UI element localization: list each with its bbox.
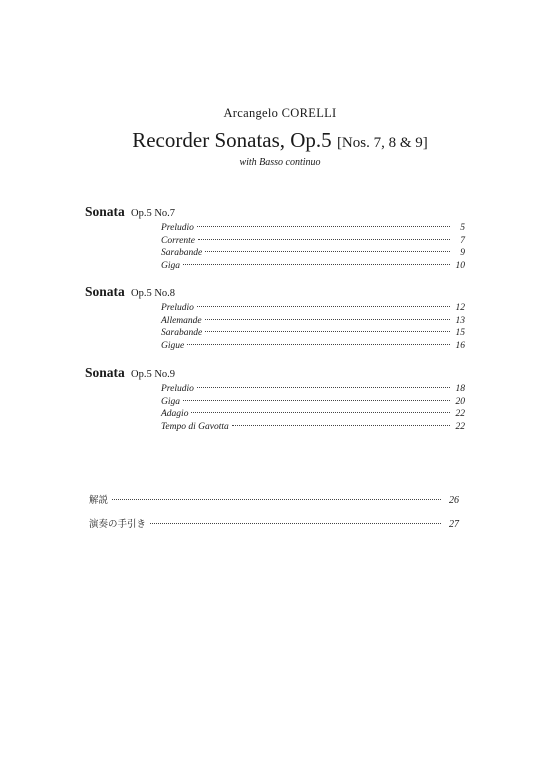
sonata-name: Sonata <box>85 284 125 299</box>
dot-leader <box>205 251 450 252</box>
movement-title: Giga <box>161 260 180 271</box>
page-number: 18 <box>455 384 465 394</box>
movement-title: Giga <box>161 396 180 407</box>
toc-entry[interactable] <box>161 260 465 273</box>
toc-entry[interactable] <box>161 408 465 421</box>
sonata-opus: Op.5 No.8 <box>131 288 176 299</box>
movement-list <box>161 302 465 352</box>
toc-entry[interactable] <box>161 235 465 248</box>
dot-leader <box>183 264 450 265</box>
extra-title: 演奏の手引き <box>89 519 147 530</box>
movement-list <box>161 383 465 433</box>
page-number: 9 <box>460 248 465 258</box>
dot-leader <box>197 387 450 388</box>
dot-leader <box>191 412 450 413</box>
toc-entry-commentary[interactable] <box>89 494 459 518</box>
movement-title: Tempo di Gavotta <box>161 421 229 432</box>
extra-title: 解説 <box>89 495 109 506</box>
composer-name: Arcangelo CORELLI <box>223 106 337 120</box>
page-number: 20 <box>455 396 465 407</box>
page-title <box>0 128 560 155</box>
movement-title: Sarabande <box>161 328 203 338</box>
movement-title: Adagio <box>161 409 189 419</box>
dot-leader <box>197 306 450 307</box>
sonata-section-9 <box>85 364 465 433</box>
dot-leader <box>197 226 450 227</box>
toc-entry-performance-guide[interactable] <box>89 518 459 542</box>
page-number: 5 <box>460 223 465 233</box>
page-number: 27 <box>449 519 459 530</box>
sonata-name: Sonata <box>85 204 125 219</box>
title-numbers: [Nos. 7, 8 & 9] <box>336 135 428 151</box>
subtitle: with Basso continuo <box>239 157 321 168</box>
toc-entry[interactable] <box>161 396 465 409</box>
sonata-opus: Op.5 No.9 <box>131 369 176 380</box>
toc-entry[interactable] <box>161 315 465 328</box>
movement-title: Preludio <box>161 223 194 233</box>
page-number: 26 <box>449 495 459 506</box>
title-main: Recorder Sonatas, Op.5 <box>132 128 332 152</box>
page-number: 10 <box>455 260 465 271</box>
page-number: 22 <box>455 409 465 419</box>
page-number: 7 <box>460 235 465 246</box>
sonata-heading <box>85 364 465 382</box>
page-number: 15 <box>455 328 465 338</box>
dot-leader <box>205 319 450 320</box>
dot-leader <box>183 400 450 401</box>
page-number: 16 <box>455 340 465 351</box>
dot-leader <box>112 499 441 500</box>
toc-entry[interactable] <box>161 327 465 340</box>
movement-title: Corrente <box>161 235 195 246</box>
page-number: 12 <box>455 303 465 313</box>
movement-list <box>161 222 465 272</box>
extras-list <box>89 494 459 542</box>
toc-entry[interactable] <box>161 340 465 353</box>
dot-leader <box>232 425 450 426</box>
page-number: 13 <box>455 315 465 326</box>
dot-leader <box>205 331 450 332</box>
sonata-section-8 <box>85 283 465 352</box>
dot-leader <box>198 239 450 240</box>
dot-leader <box>187 344 450 345</box>
movement-title: Sarabande <box>161 248 203 258</box>
toc-entry[interactable] <box>161 383 465 396</box>
toc-entry[interactable] <box>161 222 465 235</box>
dot-leader <box>150 523 441 524</box>
toc-entry[interactable] <box>161 247 465 260</box>
movement-title: Gigue <box>161 340 185 351</box>
sonata-name: Sonata <box>85 365 125 380</box>
sonata-heading <box>85 283 465 301</box>
movement-title: Preludio <box>161 384 194 394</box>
toc-entry[interactable] <box>161 421 465 434</box>
movement-title: Preludio <box>161 303 194 313</box>
sonata-section-7 <box>85 203 465 272</box>
movement-title: Allemande <box>161 315 202 326</box>
page-number: 22 <box>455 421 465 432</box>
sonata-heading <box>85 203 465 221</box>
sonata-opus: Op.5 No.7 <box>131 208 176 219</box>
toc-entry[interactable] <box>161 302 465 315</box>
